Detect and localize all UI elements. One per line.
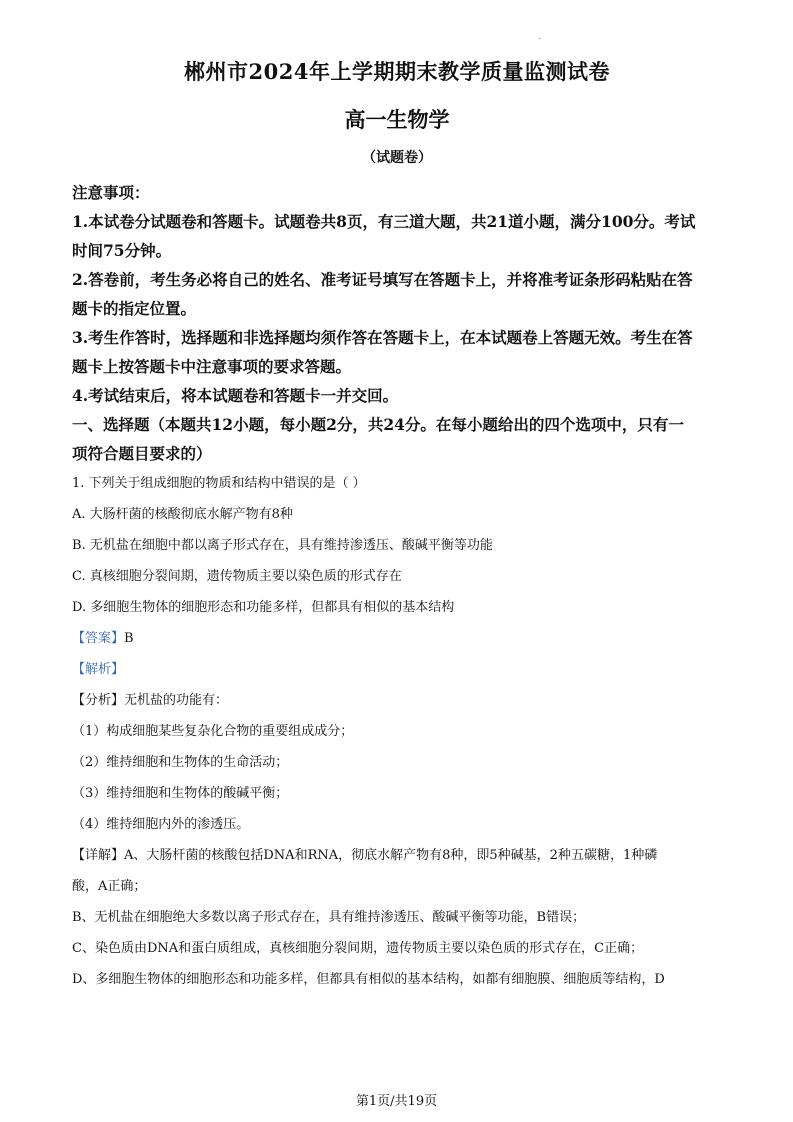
- notice-line: 2.答卷前，考生务必将自己的姓名、准考证号填写在答题卡上，并将准考证条形码粘贴在答: [72, 270, 693, 289]
- exam-subject: 高一生物学: [344, 107, 450, 132]
- notice-line: 4.考试结束后，将本试题卷和答题卡一并交回。: [72, 386, 399, 405]
- point-line: （3）维持细胞和生物体的酸碱平衡；: [72, 786, 289, 801]
- section-heading-line: 一、选择题（本题共12小题，每小题2分，共24分。在每小题给出的四个选项中，只有一: [72, 415, 684, 434]
- detail-line: D、多细胞生物体的细胞形态和功能多样，但都具有相似的基本结构，如都有细胞膜、细胞质等结构，D: [72, 972, 665, 987]
- point-line: （4）维持细胞内外的渗透压。: [72, 817, 250, 832]
- answer-value: B: [124, 631, 134, 646]
- detail-line: 【详解】A、大肠杆菌的核酸包括DNA和RNA，彻底水解产物有8种，即5种碱基，2种五碳糖，1种磷: [72, 848, 658, 863]
- notice-line: 题卡上按答题卡中注意事项的要求答题。: [72, 357, 352, 376]
- analysis-tag: 【解析】: [72, 662, 125, 677]
- detail-line: 酸，A正确；: [72, 879, 147, 894]
- document-page: [72, 58, 722, 995]
- notice-line: 1.本试卷分试题卷和答题卡。试题卷共8页，有三道大题，共21道小题，满分100分。考试: [72, 212, 696, 231]
- notice-line: 时间75分钟。: [72, 241, 172, 260]
- section-heading: [72, 410, 722, 468]
- page-number: 第1页/共19页: [355, 1094, 438, 1109]
- option-b: B. 无机盐在细胞中都以离子形式存在，具有维持渗透压、酸碱平衡等功能: [72, 538, 493, 553]
- detail-line: C、染色质由DNA和蛋白质组成，真核细胞分裂间期，遗传物质主要以染色质的形式存在，C正确；: [72, 941, 644, 956]
- notice-line: 题卡的指定位置。: [72, 299, 197, 318]
- option-c: C. 真核细胞分裂间期，遗传物质主要以染色质的形式存在: [72, 569, 402, 584]
- section-heading-line: 项符合题目要求的）: [72, 444, 212, 463]
- point-line: （1）构成细胞某些复杂化合物的重要组成成分；: [72, 724, 354, 739]
- notice-section: [72, 178, 722, 410]
- exam-title: 郴州市2024年上学期期末教学质量监测试卷: [184, 59, 610, 84]
- notice-heading: 注意事项：: [72, 183, 150, 202]
- notice-line: 3.考生作答时，选择题和非选择题均须作答在答题卡上，在本试题卷上答题无效。考生在答: [72, 328, 693, 347]
- option-d: D. 多细胞生物体的细胞形态和功能多样，但都具有相似的基本结构: [72, 600, 455, 615]
- point-line: （2）维持细胞和生物体的生命活动；: [72, 755, 289, 770]
- question-1: [72, 468, 722, 995]
- scan-dot: .: [538, 32, 541, 41]
- paper-label: （试题卷）: [362, 150, 432, 166]
- answer-line: [72, 623, 722, 654]
- detail-line: B、无机盐在细胞绝大多数以离子形式存在，具有维持渗透压、酸碱平衡等功能，B错误；: [72, 910, 586, 925]
- question-stem: 1. 下列关于组成细胞的物质和结构中错误的是（ ）: [72, 476, 366, 491]
- fenxi-line: 【分析】无机盐的功能有：: [72, 693, 229, 708]
- option-a: A. 大肠杆菌的核酸彻底水解产物有8种: [72, 507, 293, 522]
- answer-tag: 【答案】: [72, 631, 125, 646]
